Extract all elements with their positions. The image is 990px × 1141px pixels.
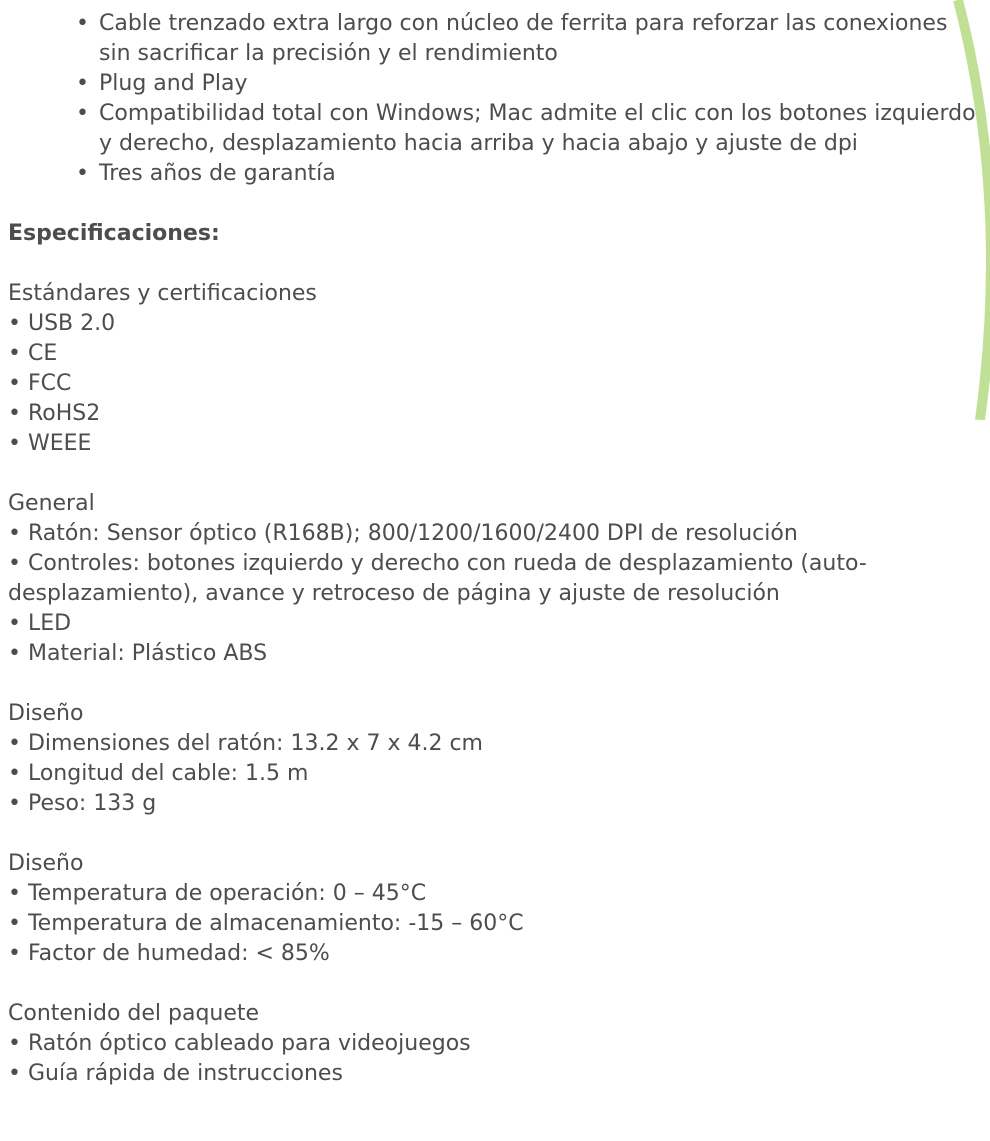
spec-item: • Controles: botones izquierdo y derecho con rueda de desplazamiento (auto-desplazamiento), avance y retroceso de página y ajuste de resolución [8,551,867,606]
section-title: Contenido del paquete [8,1001,260,1026]
section-title: General [8,491,95,516]
spec-item: • USB 2.0 [8,311,116,336]
feature-item [8,69,983,99]
spec-item: • Temperatura de almacenamiento: -15 – 60°C [8,911,524,936]
spec-item: • LED [8,611,72,636]
feature-text: Tres años de garantía [99,161,336,186]
feature-item [8,159,983,189]
spec-item: • CE [8,341,58,366]
section-title: Diseño [8,701,84,726]
spec-section-package [8,999,983,1089]
spec-item: • Ratón óptico cableado para videojuegos [8,1031,471,1056]
feature-item [8,99,983,159]
spec-section-standards [8,279,983,459]
product-description [8,9,983,1089]
bullet-icon: • [76,101,89,126]
section-title: Estándares y certificaciones [8,281,317,306]
spec-item: • Peso: 133 g [8,791,157,816]
spec-item: • Dimensiones del ratón: 13.2 x 7 x 4.2 cm [8,731,483,756]
spec-section-design [8,699,983,819]
spec-item: • Longitud del cable: 1.5 m [8,761,309,786]
bullet-icon: • [76,11,89,36]
specs-heading: Especificaciones: [8,221,220,246]
feature-text: Plug and Play [99,71,248,96]
feature-item [8,9,983,69]
bullet-icon: • [76,161,89,186]
spec-item: • RoHS2 [8,401,101,426]
spec-item: • FCC [8,371,72,396]
feature-list [8,9,983,189]
section-title: Diseño [8,851,84,876]
feature-text: Cable trenzado extra largo con núcleo de ferrita para reforzar las conexiones sin sacrificar la precisión y el rendimiento [99,11,948,66]
feature-text: Compatibilidad total con Windows; Mac admite el clic con los botones izquierdo y derecho, desplazamiento hacia arriba y hacia abajo y ajuste de dpi [99,101,976,156]
spec-item: • Material: Plástico ABS [8,641,268,666]
spec-item: • WEEE [8,431,92,456]
spec-item: • Temperatura de operación: 0 – 45°C [8,881,427,906]
spec-item: • Ratón: Sensor óptico (R168B); 800/1200/1600/2400 DPI de resolución [8,521,798,546]
spec-item: • Factor de humedad: < 85% [8,941,330,966]
spec-section-environment [8,849,983,969]
spec-item: • Guía rápida de instrucciones [8,1061,343,1086]
spec-section-general [8,489,983,669]
bullet-icon: • [76,71,89,96]
